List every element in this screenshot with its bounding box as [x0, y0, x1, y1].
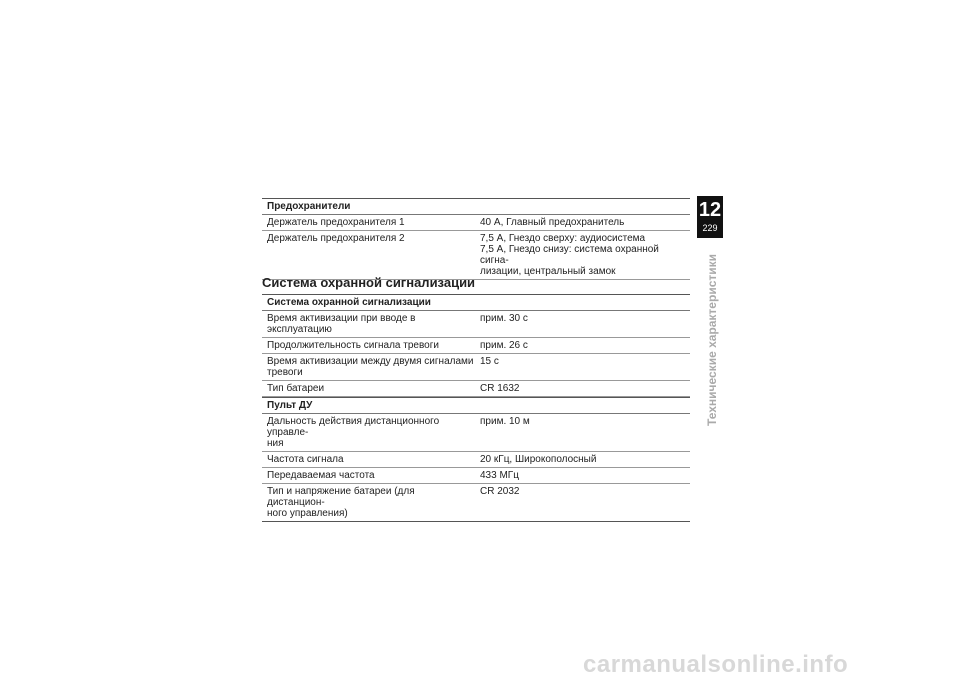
- alarm-table: [262, 294, 690, 522]
- chapter-tab: [697, 196, 723, 238]
- table-row: [262, 354, 690, 381]
- table-row: [262, 484, 690, 522]
- alarm-section-heading: Система охранной сигнализации: [262, 275, 476, 290]
- table-row: [262, 338, 690, 354]
- row-value: прим. 26 с: [480, 340, 528, 351]
- table-row: [262, 215, 690, 231]
- remote-subheading: Пульт ДУ: [262, 397, 690, 414]
- row-label: Передаваемая частота: [267, 470, 375, 481]
- row-label: Тип батареи: [267, 383, 325, 394]
- row-value: CR 2032: [480, 486, 520, 497]
- table-row: [262, 468, 690, 484]
- row-label: Частота сигнала: [267, 454, 344, 465]
- row-label: Тип и напряжение батареи (для дистанцион- ного управления): [267, 486, 415, 519]
- row-label: Время активизации при вводе в эксплуатацию: [267, 313, 416, 335]
- row-value: 20 кГц, Широкополосный: [480, 454, 597, 465]
- row-value: 15 с: [480, 356, 499, 367]
- row-value: прим. 30 с: [480, 313, 528, 324]
- row-label: Время активизации между двумя сигналами тревоги: [267, 356, 474, 378]
- chapter-side-label: Технические характеристики: [705, 253, 719, 427]
- row-label: Держатель предохранителя 2: [267, 233, 405, 244]
- row-label: Держатель предохранителя 1: [267, 217, 405, 228]
- table-row: [262, 414, 690, 452]
- row-value: 40 А, Главный предохранитель: [480, 217, 625, 228]
- table-row: [262, 311, 690, 338]
- chapter-number: 12: [698, 199, 722, 221]
- row-value: 7,5 А, Гнездо сверху: аудиосистема 7,5 А, Гнездо снизу: система охранной сигна- лизации, центральный замок: [480, 233, 659, 277]
- row-value: CR 1632: [480, 383, 520, 394]
- fuses-table-title: Предохранители: [262, 199, 690, 215]
- row-value: прим. 10 м: [480, 416, 530, 427]
- row-label: Продолжительность сигнала тревоги: [267, 340, 439, 351]
- table-row: [262, 452, 690, 468]
- table-row: [262, 381, 690, 397]
- alarm-table-title: Система охранной сигнализации: [262, 295, 690, 311]
- row-value: 433 МГц: [480, 470, 519, 481]
- row-label: Дальность действия дистанционного управле- ния: [267, 416, 440, 449]
- watermark: carmanualsonline.info: [583, 651, 849, 678]
- fuses-table: [262, 198, 690, 280]
- table-row: [262, 231, 690, 280]
- page-number: 229: [702, 223, 718, 233]
